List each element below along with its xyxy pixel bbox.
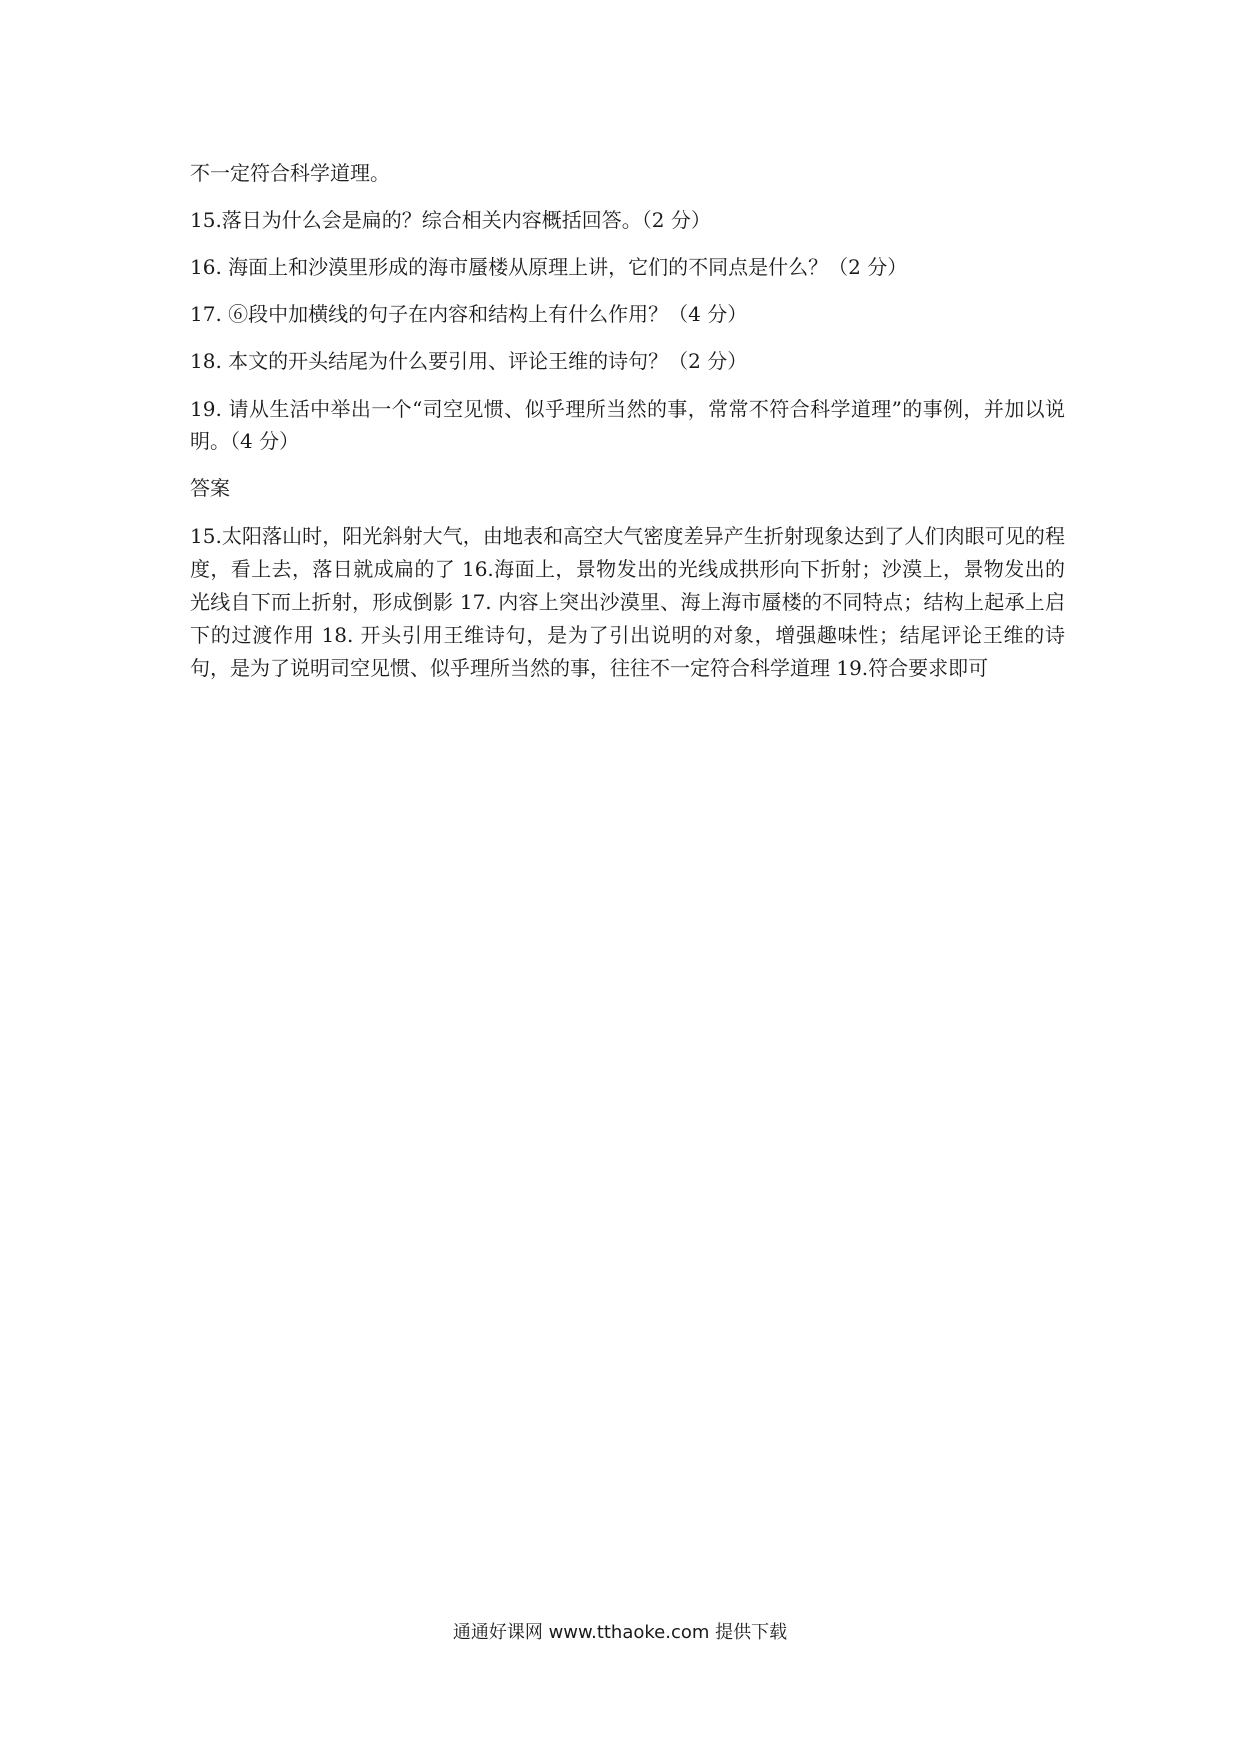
document-body [190, 158, 1065, 685]
continuation-line: 不一定符合科学道理。 [190, 161, 390, 185]
page-footer: 通通好课网 www.tthaoke.com 提供下载 [452, 1622, 788, 1643]
question-18: 18. 本文的开头结尾为什么要引用、评论王维的诗句？（2 分） [190, 349, 748, 373]
question-16: 16. 海面上和沙漠里形成的海市蜃楼从原理上讲，它们的不同点是什么？（2 分） [190, 255, 908, 279]
answer-text: 15.太阳落山时，阳光斜射大气，由地表和高空大气密度差异产生折射现象达到了人们肉眼可见的程度，看上去，落日就成扁的了 16.海面上，景物发出的光线成拱形向下折射；沙漠上，景物发出的光线自下而上折射，形成倒影 17. 内容上突出沙漠里、海上海市蜃楼的不同特点；结构上起承上启下的过渡作用 18. 开头引用王维诗句，是为了引出说明的对象，增强趣味性；结尾评论王维的诗句，是为了说明司空见惯、似乎理所当然的事，往往不一定符合科学道理 19.符合要求即可 [190, 524, 1065, 680]
question-17: 17. ⑥段中加横线的句子在内容和结构上有什么作用？（4 分） [190, 302, 748, 326]
question-19: 19. 请从生活中举出一个“司空见惯、似乎理所当然的事，常常不符合科学道理”的事例，并加以说明。（4 分） [190, 397, 1065, 453]
answer-heading: 答案 [190, 476, 230, 500]
question-15: 15.落日为什么会是扁的？综合相关内容概括回答。（2 分） [190, 208, 711, 232]
